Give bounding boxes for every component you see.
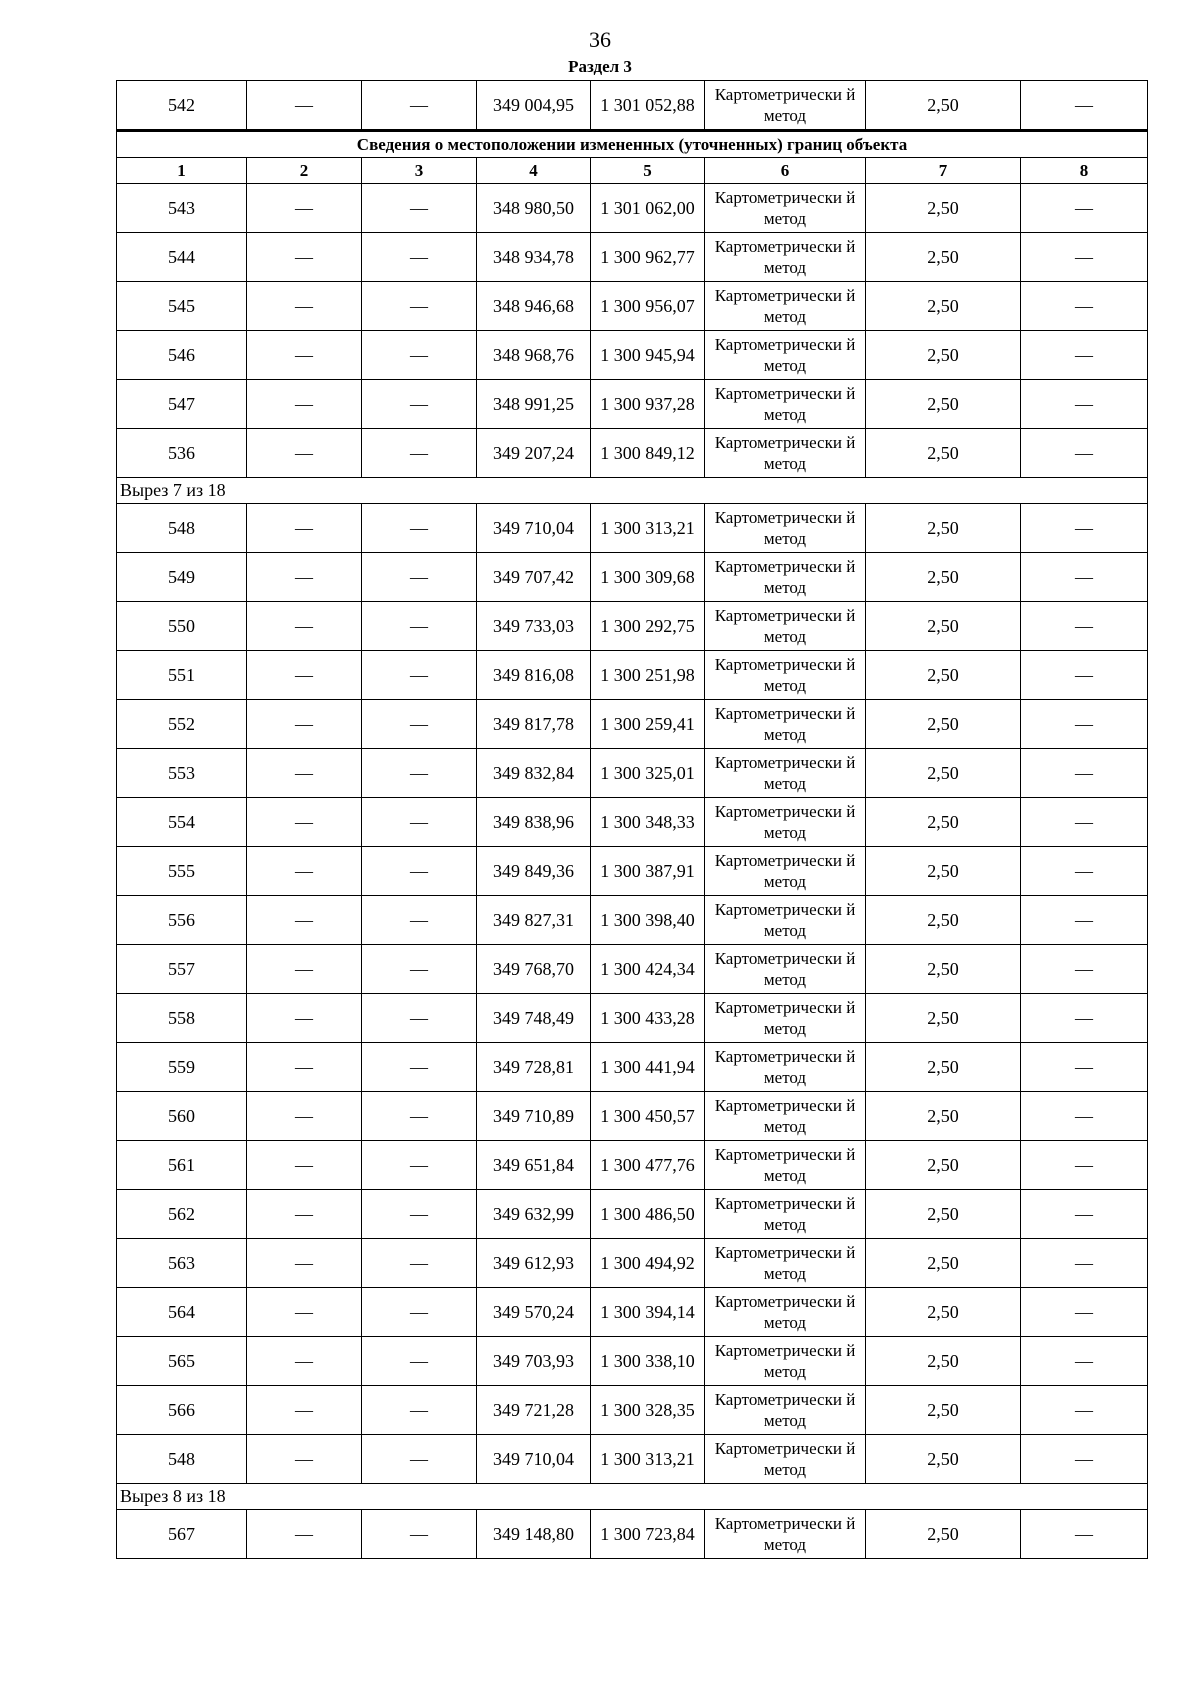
- cell-col-3: —: [362, 847, 477, 896]
- section-title: Раздел 3: [568, 57, 632, 76]
- cell-accuracy: 2,50: [866, 1337, 1021, 1386]
- cell-accuracy: 2,50: [866, 184, 1021, 233]
- cell-col-8: —: [1021, 945, 1148, 994]
- cell-col-8: —: [1021, 1190, 1148, 1239]
- cell-col-8: —: [1021, 1386, 1148, 1435]
- cell-col-8: —: [1021, 994, 1148, 1043]
- table-row: [117, 1043, 1148, 1092]
- cell-accuracy: 2,50: [866, 504, 1021, 553]
- cell-x-coordinate: 349 004,95: [477, 81, 591, 131]
- cell-y-coordinate: 1 300 309,68: [591, 553, 705, 602]
- table-heading: Сведения о местоположении измененных (уточненных) границ объекта: [117, 131, 1148, 158]
- cell-y-coordinate: 1 300 945,94: [591, 331, 705, 380]
- cell-y-coordinate: 1 300 259,41: [591, 700, 705, 749]
- cell-x-coordinate: 348 934,78: [477, 233, 591, 282]
- cell-col-2: —: [247, 945, 362, 994]
- cell-point-number: 546: [117, 331, 247, 380]
- cell-col-8: —: [1021, 847, 1148, 896]
- cell-col-8: —: [1021, 1141, 1148, 1190]
- cell-point-number: 545: [117, 282, 247, 331]
- cell-method: Картометрически й метод: [705, 1288, 866, 1337]
- cell-method: Картометрически й метод: [705, 896, 866, 945]
- cell-y-coordinate: 1 300 441,94: [591, 1043, 705, 1092]
- cell-accuracy: 2,50: [866, 896, 1021, 945]
- cell-x-coordinate: 349 733,03: [477, 602, 591, 651]
- cell-method: Картометрически й метод: [705, 184, 866, 233]
- cell-method: Картометрически й метод: [705, 331, 866, 380]
- cell-col-3: —: [362, 1239, 477, 1288]
- cell-point-number: 558: [117, 994, 247, 1043]
- cell-accuracy: 2,50: [866, 331, 1021, 380]
- cell-accuracy: 2,50: [866, 700, 1021, 749]
- cell-accuracy: 2,50: [866, 1190, 1021, 1239]
- cell-y-coordinate: 1 301 062,00: [591, 184, 705, 233]
- cell-x-coordinate: 349 827,31: [477, 896, 591, 945]
- cell-x-coordinate: 348 991,25: [477, 380, 591, 429]
- cell-accuracy: 2,50: [866, 1092, 1021, 1141]
- cell-col-2: —: [247, 1239, 362, 1288]
- cell-method: Картометрически й метод: [705, 798, 866, 847]
- column-numbers-row: [117, 158, 1148, 184]
- cell-method: Картометрически й метод: [705, 847, 866, 896]
- cell-accuracy: 2,50: [866, 81, 1021, 131]
- cell-col-8: —: [1021, 896, 1148, 945]
- cell-col-2: —: [247, 429, 362, 478]
- cell-point-number: 543: [117, 184, 247, 233]
- cell-y-coordinate: 1 300 477,76: [591, 1141, 705, 1190]
- cell-x-coordinate: 349 570,24: [477, 1288, 591, 1337]
- cell-point-number: 552: [117, 700, 247, 749]
- table-body: [117, 81, 1148, 1559]
- column-number: 7: [866, 158, 1021, 184]
- cell-method: Картометрически й метод: [705, 651, 866, 700]
- table-row: [117, 184, 1148, 233]
- cell-method: Картометрически й метод: [705, 1435, 866, 1484]
- cell-x-coordinate: 349 832,84: [477, 749, 591, 798]
- cell-point-number: 549: [117, 553, 247, 602]
- cell-method: Картометрически й метод: [705, 1510, 866, 1559]
- cell-col-2: —: [247, 1337, 362, 1386]
- table-row: [117, 896, 1148, 945]
- cell-col-2: —: [247, 233, 362, 282]
- cell-y-coordinate: 1 300 723,84: [591, 1510, 705, 1559]
- table-row: [117, 504, 1148, 553]
- table-row: [117, 233, 1148, 282]
- cell-point-number: 562: [117, 1190, 247, 1239]
- cell-col-2: —: [247, 504, 362, 553]
- cell-y-coordinate: 1 300 956,07: [591, 282, 705, 331]
- cell-point-number: 536: [117, 429, 247, 478]
- cell-x-coordinate: 349 721,28: [477, 1386, 591, 1435]
- cell-accuracy: 2,50: [866, 1510, 1021, 1559]
- cutout-label-row: [117, 1484, 1148, 1510]
- cell-point-number: 544: [117, 233, 247, 282]
- cell-col-2: —: [247, 1141, 362, 1190]
- cell-accuracy: 2,50: [866, 945, 1021, 994]
- coordinates-table: [116, 80, 1148, 1559]
- table-row: [117, 380, 1148, 429]
- cell-col-3: —: [362, 1435, 477, 1484]
- cell-col-2: —: [247, 602, 362, 651]
- cell-col-2: —: [247, 380, 362, 429]
- cell-x-coordinate: 349 707,42: [477, 553, 591, 602]
- cell-col-3: —: [362, 1288, 477, 1337]
- table-row: [117, 331, 1148, 380]
- table-row: [117, 429, 1148, 478]
- table-row: [117, 1092, 1148, 1141]
- table-row: [117, 1510, 1148, 1559]
- cell-method: Картометрически й метод: [705, 945, 866, 994]
- cell-col-8: —: [1021, 1239, 1148, 1288]
- cutout-label: Вырез 7 из 18: [117, 478, 1148, 504]
- cell-accuracy: 2,50: [866, 749, 1021, 798]
- cell-y-coordinate: 1 300 348,33: [591, 798, 705, 847]
- cell-point-number: 550: [117, 602, 247, 651]
- column-number: 3: [362, 158, 477, 184]
- cell-x-coordinate: 349 710,04: [477, 1435, 591, 1484]
- cell-y-coordinate: 1 300 328,35: [591, 1386, 705, 1435]
- cell-y-coordinate: 1 300 450,57: [591, 1092, 705, 1141]
- cell-y-coordinate: 1 300 962,77: [591, 233, 705, 282]
- cell-point-number: 548: [117, 504, 247, 553]
- cell-x-coordinate: 349 207,24: [477, 429, 591, 478]
- cell-point-number: 555: [117, 847, 247, 896]
- cell-point-number: 547: [117, 380, 247, 429]
- cell-y-coordinate: 1 301 052,88: [591, 81, 705, 131]
- cell-y-coordinate: 1 300 325,01: [591, 749, 705, 798]
- cell-col-2: —: [247, 1386, 362, 1435]
- cell-method: Картометрически й метод: [705, 1337, 866, 1386]
- cell-accuracy: 2,50: [866, 1239, 1021, 1288]
- cell-col-2: —: [247, 1510, 362, 1559]
- cell-point-number: 559: [117, 1043, 247, 1092]
- cell-col-3: —: [362, 1043, 477, 1092]
- cell-method: Картометрически й метод: [705, 233, 866, 282]
- cutout-label-row: [117, 478, 1148, 504]
- cell-col-2: —: [247, 331, 362, 380]
- cell-col-8: —: [1021, 798, 1148, 847]
- cell-method: Картометрически й метод: [705, 1043, 866, 1092]
- cell-col-3: —: [362, 81, 477, 131]
- cell-col-3: —: [362, 651, 477, 700]
- cell-col-8: —: [1021, 1043, 1148, 1092]
- cell-x-coordinate: 348 946,68: [477, 282, 591, 331]
- table-row: [117, 1239, 1148, 1288]
- cell-x-coordinate: 349 849,36: [477, 847, 591, 896]
- cell-y-coordinate: 1 300 313,21: [591, 504, 705, 553]
- cell-x-coordinate: 349 612,93: [477, 1239, 591, 1288]
- table-row: [117, 847, 1148, 896]
- cell-y-coordinate: 1 300 486,50: [591, 1190, 705, 1239]
- column-number: 2: [247, 158, 362, 184]
- cell-y-coordinate: 1 300 292,75: [591, 602, 705, 651]
- table-row: [117, 602, 1148, 651]
- cell-x-coordinate: 349 728,81: [477, 1043, 591, 1092]
- table-row: [117, 1141, 1148, 1190]
- cell-method: Картометрически й метод: [705, 429, 866, 478]
- cell-x-coordinate: 349 710,04: [477, 504, 591, 553]
- cell-col-8: —: [1021, 504, 1148, 553]
- cell-col-8: —: [1021, 1435, 1148, 1484]
- column-number: 6: [705, 158, 866, 184]
- cell-col-3: —: [362, 282, 477, 331]
- cell-col-2: —: [247, 847, 362, 896]
- cell-col-8: —: [1021, 1337, 1148, 1386]
- cell-accuracy: 2,50: [866, 1288, 1021, 1337]
- cell-method: Картометрически й метод: [705, 1190, 866, 1239]
- cell-col-8: —: [1021, 749, 1148, 798]
- cell-y-coordinate: 1 300 937,28: [591, 380, 705, 429]
- cell-col-8: —: [1021, 380, 1148, 429]
- cell-col-3: —: [362, 1337, 477, 1386]
- table-row: [117, 1190, 1148, 1239]
- table-row: [117, 749, 1148, 798]
- cell-col-2: —: [247, 1288, 362, 1337]
- cell-col-8: —: [1021, 282, 1148, 331]
- cell-col-2: —: [247, 553, 362, 602]
- cell-accuracy: 2,50: [866, 798, 1021, 847]
- cell-point-number: 551: [117, 651, 247, 700]
- column-number: 8: [1021, 158, 1148, 184]
- cell-col-3: —: [362, 1141, 477, 1190]
- cell-accuracy: 2,50: [866, 233, 1021, 282]
- cell-method: Картометрически й метод: [705, 700, 866, 749]
- cell-col-2: —: [247, 651, 362, 700]
- cell-accuracy: 2,50: [866, 1386, 1021, 1435]
- cell-col-3: —: [362, 700, 477, 749]
- cell-col-2: —: [247, 184, 362, 233]
- cell-method: Картометрически й метод: [705, 994, 866, 1043]
- cell-method: Картометрически й метод: [705, 1386, 866, 1435]
- cell-col-2: —: [247, 749, 362, 798]
- cell-accuracy: 2,50: [866, 847, 1021, 896]
- cell-col-8: —: [1021, 700, 1148, 749]
- cell-y-coordinate: 1 300 433,28: [591, 994, 705, 1043]
- cell-x-coordinate: 349 632,99: [477, 1190, 591, 1239]
- cell-accuracy: 2,50: [866, 1043, 1021, 1092]
- cell-method: Картометрически й метод: [705, 553, 866, 602]
- table-row: [117, 1337, 1148, 1386]
- cell-x-coordinate: 348 968,76: [477, 331, 591, 380]
- cell-col-8: —: [1021, 651, 1148, 700]
- cell-col-8: —: [1021, 1288, 1148, 1337]
- cell-col-8: —: [1021, 81, 1148, 131]
- cell-x-coordinate: 349 816,08: [477, 651, 591, 700]
- cell-point-number: 553: [117, 749, 247, 798]
- cell-col-2: —: [247, 81, 362, 131]
- table-row: [117, 553, 1148, 602]
- cell-x-coordinate: 349 768,70: [477, 945, 591, 994]
- cell-point-number: 554: [117, 798, 247, 847]
- cell-y-coordinate: 1 300 338,10: [591, 1337, 705, 1386]
- cell-accuracy: 2,50: [866, 1435, 1021, 1484]
- cell-col-3: —: [362, 1190, 477, 1239]
- cell-col-8: —: [1021, 553, 1148, 602]
- cell-col-3: —: [362, 184, 477, 233]
- cell-point-number: 560: [117, 1092, 247, 1141]
- cell-y-coordinate: 1 300 398,40: [591, 896, 705, 945]
- table-heading-row: [117, 131, 1148, 158]
- cell-col-2: —: [247, 1435, 362, 1484]
- cell-accuracy: 2,50: [866, 994, 1021, 1043]
- cell-x-coordinate: 349 703,93: [477, 1337, 591, 1386]
- table-row: [117, 1435, 1148, 1484]
- cell-col-3: —: [362, 945, 477, 994]
- column-number: 1: [117, 158, 247, 184]
- cell-col-8: —: [1021, 1510, 1148, 1559]
- cell-point-number: 542: [117, 81, 247, 131]
- cell-y-coordinate: 1 300 387,91: [591, 847, 705, 896]
- cell-point-number: 557: [117, 945, 247, 994]
- cell-col-2: —: [247, 994, 362, 1043]
- cell-accuracy: 2,50: [866, 380, 1021, 429]
- cell-x-coordinate: 349 838,96: [477, 798, 591, 847]
- column-number: 4: [477, 158, 591, 184]
- table-row: [117, 798, 1148, 847]
- cell-col-2: —: [247, 282, 362, 331]
- cell-y-coordinate: 1 300 394,14: [591, 1288, 705, 1337]
- cell-x-coordinate: 349 148,80: [477, 1510, 591, 1559]
- column-number: 5: [591, 158, 705, 184]
- cell-col-3: —: [362, 233, 477, 282]
- cell-col-8: —: [1021, 233, 1148, 282]
- cell-method: Картометрически й метод: [705, 1239, 866, 1288]
- cell-method: Картометрически й метод: [705, 380, 866, 429]
- cell-col-2: —: [247, 896, 362, 945]
- cell-col-3: —: [362, 1386, 477, 1435]
- cell-col-8: —: [1021, 184, 1148, 233]
- cell-col-3: —: [362, 602, 477, 651]
- cell-col-3: —: [362, 1092, 477, 1141]
- cell-method: Картометрически й метод: [705, 1092, 866, 1141]
- cell-y-coordinate: 1 300 251,98: [591, 651, 705, 700]
- table-row: [117, 282, 1148, 331]
- cell-accuracy: 2,50: [866, 429, 1021, 478]
- cell-point-number: 563: [117, 1239, 247, 1288]
- cell-y-coordinate: 1 300 849,12: [591, 429, 705, 478]
- cell-point-number: 561: [117, 1141, 247, 1190]
- cell-x-coordinate: 349 748,49: [477, 994, 591, 1043]
- cell-col-3: —: [362, 749, 477, 798]
- cell-col-3: —: [362, 380, 477, 429]
- cell-x-coordinate: 348 980,50: [477, 184, 591, 233]
- cutout-label: Вырез 8 из 18: [117, 1484, 1148, 1510]
- table-row: [117, 1386, 1148, 1435]
- cell-col-8: —: [1021, 429, 1148, 478]
- table-row: [117, 651, 1148, 700]
- cell-x-coordinate: 349 817,78: [477, 700, 591, 749]
- cell-method: Картометрически й метод: [705, 602, 866, 651]
- cell-col-3: —: [362, 331, 477, 380]
- cell-col-8: —: [1021, 331, 1148, 380]
- table-row: [117, 81, 1148, 131]
- cell-col-2: —: [247, 1190, 362, 1239]
- cell-accuracy: 2,50: [866, 553, 1021, 602]
- cell-col-3: —: [362, 896, 477, 945]
- cell-col-2: —: [247, 798, 362, 847]
- cell-y-coordinate: 1 300 494,92: [591, 1239, 705, 1288]
- table-row: [117, 1288, 1148, 1337]
- cell-col-2: —: [247, 1043, 362, 1092]
- cell-y-coordinate: 1 300 313,21: [591, 1435, 705, 1484]
- cell-col-8: —: [1021, 1092, 1148, 1141]
- cell-point-number: 567: [117, 1510, 247, 1559]
- cell-accuracy: 2,50: [866, 1141, 1021, 1190]
- cell-accuracy: 2,50: [866, 282, 1021, 331]
- cell-y-coordinate: 1 300 424,34: [591, 945, 705, 994]
- cell-col-3: —: [362, 798, 477, 847]
- cell-col-3: —: [362, 504, 477, 553]
- cell-col-3: —: [362, 553, 477, 602]
- cell-point-number: 548: [117, 1435, 247, 1484]
- cell-point-number: 565: [117, 1337, 247, 1386]
- cell-col-3: —: [362, 1510, 477, 1559]
- cell-col-2: —: [247, 1092, 362, 1141]
- cell-col-8: —: [1021, 602, 1148, 651]
- cell-col-3: —: [362, 429, 477, 478]
- cell-method: Картометрически й метод: [705, 282, 866, 331]
- table-row: [117, 700, 1148, 749]
- cell-col-2: —: [247, 700, 362, 749]
- cell-x-coordinate: 349 651,84: [477, 1141, 591, 1190]
- page-number: 36: [589, 27, 611, 52]
- cell-point-number: 556: [117, 896, 247, 945]
- table-row: [117, 994, 1148, 1043]
- cell-x-coordinate: 349 710,89: [477, 1092, 591, 1141]
- cell-method: Картометрически й метод: [705, 504, 866, 553]
- cell-point-number: 566: [117, 1386, 247, 1435]
- cell-accuracy: 2,50: [866, 651, 1021, 700]
- cell-method: Картометрически й метод: [705, 1141, 866, 1190]
- cell-col-3: —: [362, 994, 477, 1043]
- cell-point-number: 564: [117, 1288, 247, 1337]
- cell-method: Картометрически й метод: [705, 749, 866, 798]
- cell-accuracy: 2,50: [866, 602, 1021, 651]
- table-row: [117, 945, 1148, 994]
- cell-method: Картометрически й метод: [705, 81, 866, 131]
